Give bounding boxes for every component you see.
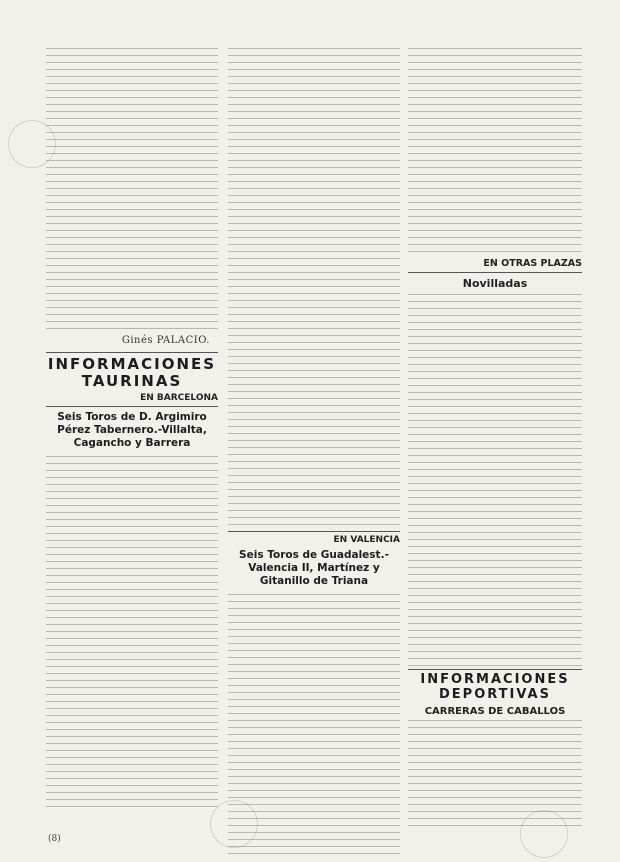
column-3 [408,48,582,830]
article-signoff: Ginés PALACIO. [121,335,210,346]
banner-line-2: DEPORTIVAS [439,686,551,702]
article-headline: Seis Toros de Guadalest.-Valencia II, Martínez y Gitanillo de Triana [239,549,389,588]
column-2 [228,48,400,854]
divider [46,406,218,407]
article-text-block [408,294,582,666]
article-text-block [228,594,400,854]
divider [46,352,218,353]
divider [408,669,582,670]
article-text-block [408,48,582,254]
subheading: Novilladas [462,277,528,290]
banner-line-1: INFORMACIONES [420,672,570,687]
banner-line-2: TAURINAS [81,372,183,391]
city-subheading: EN BARCELONA [140,392,218,403]
page-number: (8) [48,834,61,844]
subsection-heading: CARRERAS DE CABALLOS [424,705,566,717]
section-heading: EN OTRAS PLAZAS [483,258,582,269]
section-banner [408,673,582,703]
article-headline: Seis Toros de D. Argimiro Pérez Tabernero.-Villalta, Cagancho y Barrera [57,410,207,449]
article-text-block [46,48,218,331]
article-text-block [46,456,218,808]
article-text-block [408,720,582,830]
column-1 [46,48,218,808]
divider [408,272,582,273]
article-text-block [228,48,400,528]
city-subheading: EN VALENCIA [333,535,400,545]
section-banner [46,356,218,391]
banner-line-1: INFORMACIONES [47,355,217,373]
divider [228,531,400,532]
